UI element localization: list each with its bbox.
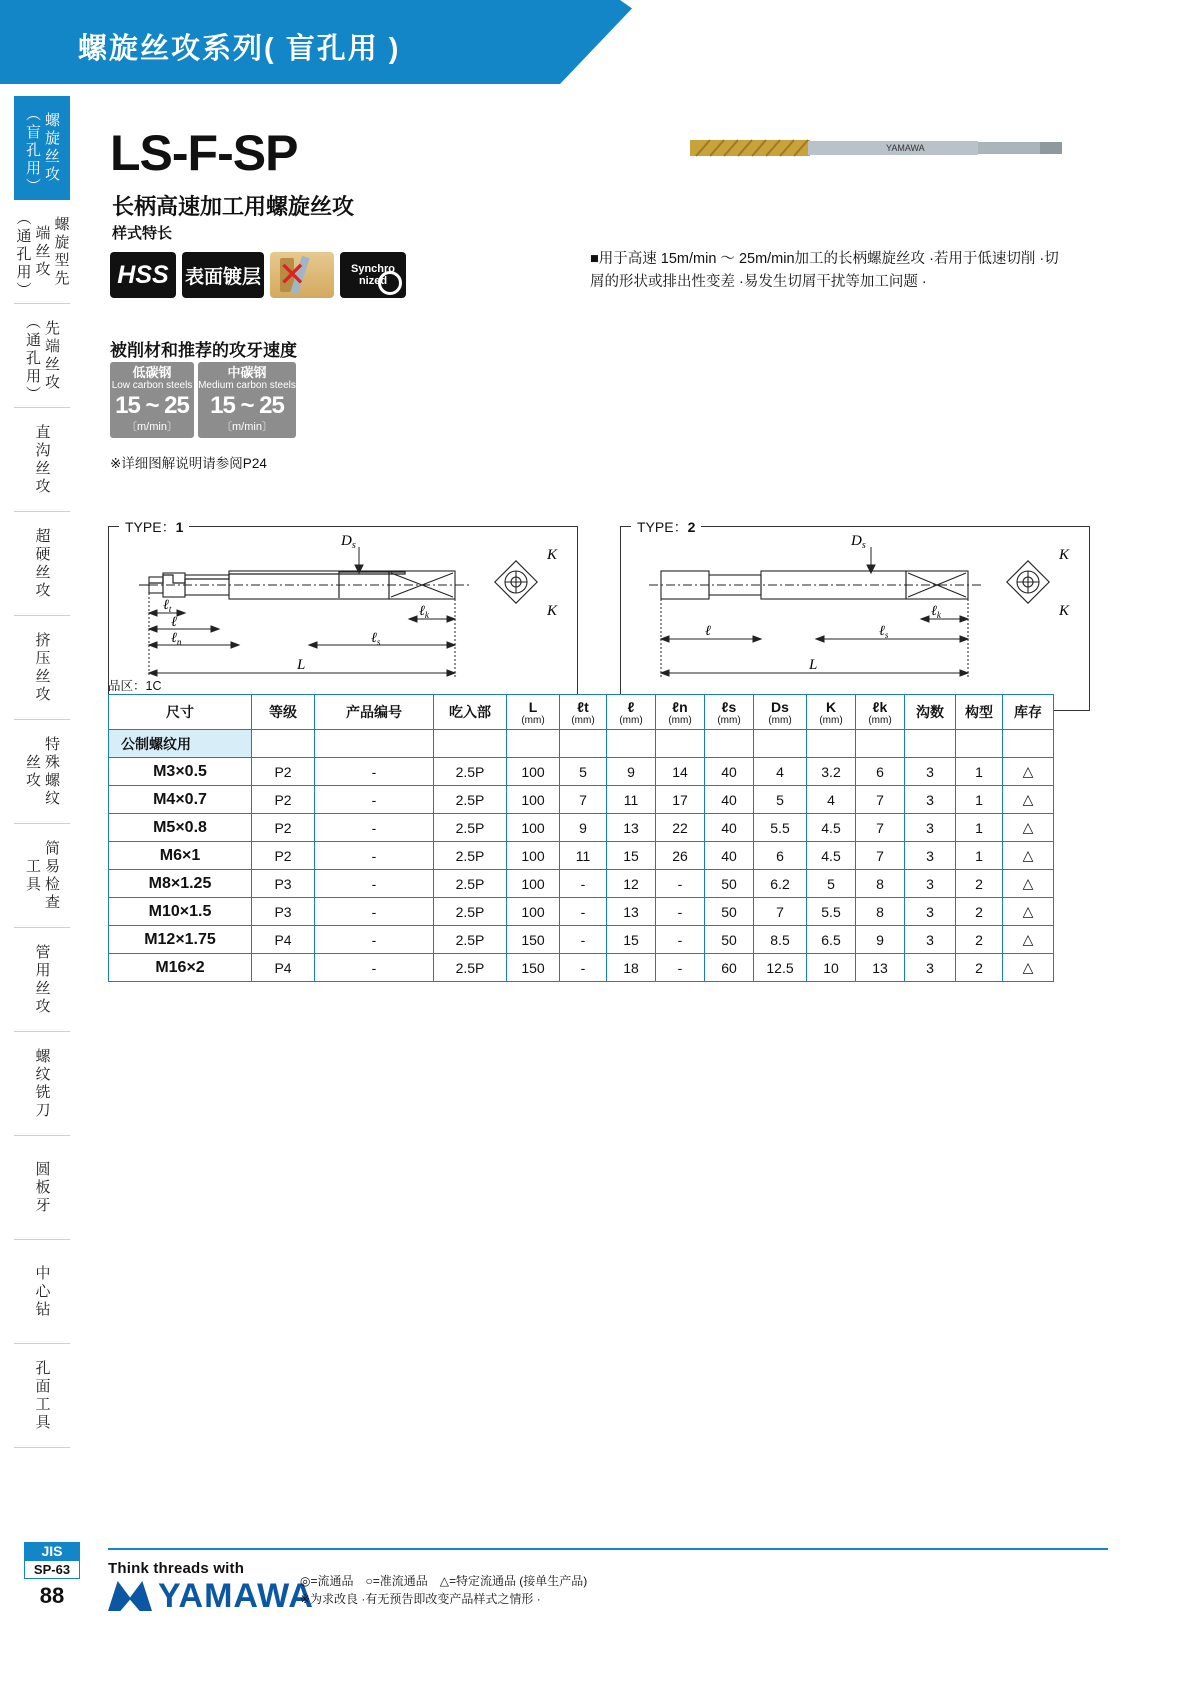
svg-text:YAMAWA: YAMAWA bbox=[886, 143, 925, 153]
synchro-badge bbox=[340, 252, 406, 298]
product-photo bbox=[690, 112, 1070, 182]
coating-badge: 表面镀层 bbox=[182, 252, 264, 298]
material-en: Low carbon steels bbox=[111, 380, 193, 391]
speed-reference-note: ※详细图解说明请参阅P24 bbox=[110, 456, 267, 471]
group-pad bbox=[560, 730, 607, 758]
svg-text:L: L bbox=[809, 657, 818, 673]
rail-item-8[interactable] bbox=[14, 928, 70, 1032]
product-class-note: 品区：1C bbox=[108, 679, 162, 693]
group-pad bbox=[807, 730, 856, 758]
cross-mark-icon: ✕ bbox=[278, 256, 307, 294]
cell-partno: - bbox=[315, 814, 434, 842]
page-number: 88 bbox=[39, 1583, 65, 1608]
cell-size: M3×0.5 bbox=[109, 758, 252, 786]
cell-L: 100 bbox=[507, 814, 560, 842]
footer-notes bbox=[300, 1572, 587, 1608]
svg-text:Ds: $D_s$ bbox=[851, 533, 866, 551]
cell-chamfer: 2.5P bbox=[434, 842, 507, 870]
cell-l: 9 bbox=[607, 758, 656, 786]
cell-size: M10×1.5 bbox=[109, 898, 252, 926]
group-label: 公制螺纹用 bbox=[109, 730, 252, 758]
cell-ls: 40 bbox=[705, 758, 754, 786]
cell-lt: - bbox=[560, 870, 607, 898]
gear-icon bbox=[378, 271, 402, 295]
rail-item-label: 孔面工具 bbox=[33, 1359, 51, 1432]
rail-item-6[interactable] bbox=[14, 720, 70, 824]
th-partno: 产品编号 bbox=[315, 695, 434, 730]
table-row[interactable] bbox=[109, 786, 1054, 814]
cell-chamfer: 2.5P bbox=[434, 898, 507, 926]
blind-hole-not-recommended-icon bbox=[270, 252, 334, 298]
cell-lk: 7 bbox=[856, 786, 905, 814]
group-pad bbox=[705, 730, 754, 758]
rail-item-2[interactable] bbox=[14, 304, 70, 408]
cell-lk: 13 bbox=[856, 954, 905, 982]
th-lt: ℓt (mm) bbox=[560, 695, 607, 730]
rail-item-12[interactable] bbox=[14, 1344, 70, 1448]
page-title: 螺旋丝攻系列( 盲孔用 ) bbox=[78, 33, 401, 65]
cell-flutes: 3 bbox=[905, 786, 956, 814]
svg-text:K: K bbox=[547, 603, 558, 619]
stock-legend: ◎=流通品 ○=准流通品 △=特定流通品 (接单生产品) bbox=[300, 1574, 588, 1588]
svg-text:L: L bbox=[297, 657, 306, 673]
cell-type: 1 bbox=[956, 758, 1003, 786]
cell-size: M12×1.75 bbox=[109, 926, 252, 954]
hss-badge: HSS bbox=[110, 252, 176, 298]
material-en: Medium carbon steels bbox=[198, 380, 296, 391]
svg-text:ℓs: ℓ$_s$ bbox=[371, 631, 381, 647]
th-type: 构型 bbox=[956, 695, 1003, 730]
cell-lk: 9 bbox=[856, 926, 905, 954]
cell-flutes: 3 bbox=[905, 954, 956, 982]
cell-ls: 40 bbox=[705, 786, 754, 814]
cell-ln: 17 bbox=[656, 786, 705, 814]
table-group-row bbox=[109, 730, 1054, 758]
cell-ln: - bbox=[656, 926, 705, 954]
cell-K: 4 bbox=[807, 786, 856, 814]
cell-K: 5.5 bbox=[807, 898, 856, 926]
cell-lt: 11 bbox=[560, 842, 607, 870]
th-L: L (mm) bbox=[507, 695, 560, 730]
cell-size: M8×1.25 bbox=[109, 870, 252, 898]
cell-lk: 8 bbox=[856, 870, 905, 898]
table-row[interactable] bbox=[109, 926, 1054, 954]
cell-partno: - bbox=[315, 954, 434, 982]
svg-text:K: K bbox=[1059, 603, 1070, 619]
synchro-line2: nized bbox=[358, 274, 388, 287]
cell-partno: - bbox=[315, 898, 434, 926]
synchro-line1: Synchro bbox=[350, 262, 395, 275]
product-subtitle: 长柄高速加工用螺旋丝攻 bbox=[112, 194, 355, 219]
cell-L: 100 bbox=[507, 870, 560, 898]
brand-name: YAMAWA bbox=[158, 1577, 314, 1615]
cell-grade: P2 bbox=[252, 814, 315, 842]
rail-item-label: 螺旋型先端丝攻（通孔用） bbox=[14, 210, 70, 300]
cell-type: 2 bbox=[956, 954, 1003, 982]
cell-stock: △ bbox=[1003, 926, 1054, 954]
cell-type: 2 bbox=[956, 870, 1003, 898]
type2-label: TYPE：2 bbox=[631, 517, 701, 537]
speed-badges bbox=[110, 362, 296, 438]
th-stock: 库存 bbox=[1003, 695, 1054, 730]
cell-lt: 7 bbox=[560, 786, 607, 814]
cell-Ds: 5.5 bbox=[754, 814, 807, 842]
cell-Ds: 12.5 bbox=[754, 954, 807, 982]
side-index-rail bbox=[14, 96, 70, 1448]
cell-ln: 14 bbox=[656, 758, 705, 786]
svg-text:ℓk: ℓ$_k$ bbox=[931, 604, 941, 620]
cell-size: M16×2 bbox=[109, 954, 252, 982]
table-row[interactable] bbox=[109, 898, 1054, 926]
speed-unit: 〔m/min〕 bbox=[221, 421, 273, 433]
th-size: 尺寸 bbox=[109, 695, 252, 730]
group-pad bbox=[434, 730, 507, 758]
cell-K: 4.5 bbox=[807, 842, 856, 870]
rail-item-11[interactable] bbox=[14, 1240, 70, 1344]
speed-section-title: 被削材和推荐的攻牙速度 bbox=[110, 341, 297, 360]
cell-type: 2 bbox=[956, 898, 1003, 926]
svg-text:ℓk: ℓ$_k$ bbox=[419, 604, 429, 620]
group-pad bbox=[1003, 730, 1054, 758]
svg-text:ℓ: ℓ bbox=[171, 615, 177, 630]
badge-row bbox=[110, 252, 406, 298]
cell-lk: 7 bbox=[856, 842, 905, 870]
cell-Ds: 8.5 bbox=[754, 926, 807, 954]
cell-lt: 9 bbox=[560, 814, 607, 842]
cell-L: 150 bbox=[507, 954, 560, 982]
cell-ln: 26 bbox=[656, 842, 705, 870]
cell-Ds: 6.2 bbox=[754, 870, 807, 898]
cell-ls: 50 bbox=[705, 926, 754, 954]
cell-ls: 60 bbox=[705, 954, 754, 982]
group-pad bbox=[252, 730, 315, 758]
cell-lk: 6 bbox=[856, 758, 905, 786]
cell-ln: - bbox=[656, 898, 705, 926]
th-ls: ℓs (mm) bbox=[705, 695, 754, 730]
th-lk: ℓk (mm) bbox=[856, 695, 905, 730]
rail-item-label: 直沟丝攻 bbox=[33, 423, 51, 496]
cell-l: 15 bbox=[607, 842, 656, 870]
cell-K: 10 bbox=[807, 954, 856, 982]
cell-l: 13 bbox=[607, 898, 656, 926]
svg-text:ℓn: ℓ$_n$ bbox=[171, 631, 182, 647]
rail-item-0[interactable] bbox=[14, 96, 70, 200]
rail-item-5[interactable] bbox=[14, 616, 70, 720]
rail-item-1[interactable] bbox=[14, 200, 70, 304]
brand-logo bbox=[108, 1560, 314, 1613]
cell-K: 4.5 bbox=[807, 814, 856, 842]
th-flutes: 沟数 bbox=[905, 695, 956, 730]
footer-divider bbox=[108, 1548, 1108, 1550]
jis-badge-block bbox=[24, 1542, 80, 1609]
cell-K: 6.5 bbox=[807, 926, 856, 954]
material-cn: 中碳钢 bbox=[227, 365, 267, 380]
table-header-row bbox=[109, 695, 1054, 730]
cell-ls: 50 bbox=[705, 870, 754, 898]
table-row[interactable] bbox=[109, 954, 1054, 982]
cell-grade: P2 bbox=[252, 842, 315, 870]
rail-item-label: 螺旋丝攻（盲孔用） bbox=[24, 106, 60, 196]
cell-stock: △ bbox=[1003, 870, 1054, 898]
speed-badge-medium-carbon bbox=[198, 362, 296, 438]
cell-grade: P2 bbox=[252, 758, 315, 786]
cell-ln: 22 bbox=[656, 814, 705, 842]
cell-flutes: 3 bbox=[905, 926, 956, 954]
cell-l: 13 bbox=[607, 814, 656, 842]
cell-partno: - bbox=[315, 842, 434, 870]
rail-item-label: 超硬丝攻 bbox=[33, 527, 51, 600]
feature-label: 样式特长 bbox=[112, 225, 173, 242]
rail-item-label: 管用丝攻 bbox=[33, 943, 51, 1016]
rail-item-label: 简易检查工具 bbox=[24, 839, 60, 912]
cell-ls: 50 bbox=[705, 898, 754, 926]
rail-item-label: 特殊螺纹丝攻 bbox=[24, 735, 60, 808]
cell-ln: - bbox=[656, 870, 705, 898]
type1-label: TYPE：1 bbox=[119, 517, 189, 537]
spec-code: SP-63 bbox=[24, 1560, 80, 1579]
cell-chamfer: 2.5P bbox=[434, 758, 507, 786]
cell-flutes: 3 bbox=[905, 758, 956, 786]
cell-chamfer: 2.5P bbox=[434, 954, 507, 982]
svg-text:K: K bbox=[547, 547, 558, 563]
table-row[interactable] bbox=[109, 842, 1054, 870]
cell-lt: - bbox=[560, 898, 607, 926]
cell-type: 2 bbox=[956, 926, 1003, 954]
diagram-type-2 bbox=[620, 519, 1090, 711]
cell-size: M6×1 bbox=[109, 842, 252, 870]
cell-partno: - bbox=[315, 758, 434, 786]
cell-grade: P2 bbox=[252, 786, 315, 814]
th-grade: 等级 bbox=[252, 695, 315, 730]
th-l: ℓ (mm) bbox=[607, 695, 656, 730]
table-row[interactable] bbox=[109, 870, 1054, 898]
th-chamfer: 吃入部 bbox=[434, 695, 507, 730]
cell-L: 100 bbox=[507, 758, 560, 786]
cell-grade: P4 bbox=[252, 954, 315, 982]
group-pad bbox=[507, 730, 560, 758]
group-pad bbox=[315, 730, 434, 758]
table-row[interactable] bbox=[109, 758, 1054, 786]
group-pad bbox=[754, 730, 807, 758]
cell-Ds: 6 bbox=[754, 842, 807, 870]
cell-lk: 8 bbox=[856, 898, 905, 926]
group-pad bbox=[956, 730, 1003, 758]
rail-item-label: 圆板牙 bbox=[33, 1160, 51, 1215]
rail-item-9[interactable] bbox=[14, 1032, 70, 1136]
rail-item-label: 螺纹铣刀 bbox=[33, 1047, 51, 1120]
material-cn: 低碳钢 bbox=[132, 365, 172, 380]
disclaimer: ※为求改良 ·有无预告即改变产品样式之情形 · bbox=[300, 1592, 541, 1606]
cell-partno: - bbox=[315, 786, 434, 814]
cell-type: 1 bbox=[956, 814, 1003, 842]
diagram-type-1 bbox=[108, 519, 578, 711]
cell-ln: - bbox=[656, 954, 705, 982]
speed-value: 15 ~ 25 bbox=[115, 392, 189, 419]
jis-badge: JIS bbox=[24, 1542, 80, 1560]
cell-l: 15 bbox=[607, 926, 656, 954]
cell-size: M4×0.7 bbox=[109, 786, 252, 814]
cell-grade: P4 bbox=[252, 926, 315, 954]
cell-Ds: 7 bbox=[754, 898, 807, 926]
th-Ds: Ds (mm) bbox=[754, 695, 807, 730]
cell-chamfer: 2.5P bbox=[434, 814, 507, 842]
group-pad bbox=[905, 730, 956, 758]
cell-ls: 40 bbox=[705, 814, 754, 842]
spec-table bbox=[108, 694, 1054, 982]
cell-lk: 7 bbox=[856, 814, 905, 842]
yamawa-mark-icon bbox=[108, 1581, 152, 1611]
group-pad bbox=[656, 730, 705, 758]
rail-item-4[interactable] bbox=[14, 512, 70, 616]
product-name: LS-F-SP bbox=[110, 125, 298, 181]
cell-K: 5 bbox=[807, 870, 856, 898]
rail-item-3[interactable] bbox=[14, 408, 70, 512]
cell-flutes: 3 bbox=[905, 814, 956, 842]
cell-partno: - bbox=[315, 926, 434, 954]
rail-item-7[interactable] bbox=[14, 824, 70, 928]
cell-chamfer: 2.5P bbox=[434, 926, 507, 954]
cell-grade: P3 bbox=[252, 898, 315, 926]
cell-stock: △ bbox=[1003, 898, 1054, 926]
table-row[interactable] bbox=[109, 814, 1054, 842]
group-pad bbox=[607, 730, 656, 758]
cell-L: 100 bbox=[507, 786, 560, 814]
cell-L: 100 bbox=[507, 842, 560, 870]
svg-text:ℓs: ℓ$_s$ bbox=[879, 624, 889, 640]
cell-flutes: 3 bbox=[905, 842, 956, 870]
cell-l: 12 bbox=[607, 870, 656, 898]
cell-stock: △ bbox=[1003, 842, 1054, 870]
cell-L: 100 bbox=[507, 898, 560, 926]
speed-badge-low-carbon bbox=[110, 362, 194, 438]
cell-stock: △ bbox=[1003, 786, 1054, 814]
cell-type: 1 bbox=[956, 786, 1003, 814]
cell-ls: 40 bbox=[705, 842, 754, 870]
cell-Ds: 5 bbox=[754, 786, 807, 814]
cell-type: 1 bbox=[956, 842, 1003, 870]
speed-value: 15 ~ 25 bbox=[210, 392, 284, 419]
cell-stock: △ bbox=[1003, 758, 1054, 786]
cell-K: 3.2 bbox=[807, 758, 856, 786]
rail-item-label: 先端丝攻（通孔用） bbox=[24, 314, 60, 404]
rail-item-label: 挤压丝攻 bbox=[33, 631, 51, 704]
svg-text:ℓ: ℓ bbox=[705, 624, 711, 639]
cell-chamfer: 2.5P bbox=[434, 870, 507, 898]
cell-grade: P3 bbox=[252, 870, 315, 898]
cell-size: M5×0.8 bbox=[109, 814, 252, 842]
cell-l: 18 bbox=[607, 954, 656, 982]
rail-item-10[interactable] bbox=[14, 1136, 70, 1240]
cell-L: 150 bbox=[507, 926, 560, 954]
cell-lt: - bbox=[560, 954, 607, 982]
speed-unit: 〔m/min〕 bbox=[126, 421, 178, 433]
rail-item-label: 中心钻 bbox=[33, 1264, 51, 1319]
header-corner-cut bbox=[560, 0, 1200, 84]
th-K: K (mm) bbox=[807, 695, 856, 730]
svg-text:ℓt: ℓ$_t$ bbox=[163, 598, 172, 614]
group-pad bbox=[856, 730, 905, 758]
page-header bbox=[0, 0, 1200, 84]
cell-chamfer: 2.5P bbox=[434, 786, 507, 814]
cell-Ds: 4 bbox=[754, 758, 807, 786]
svg-text:Ds: $D_s$ bbox=[341, 533, 356, 551]
cell-stock: △ bbox=[1003, 814, 1054, 842]
th-ln: ℓn (mm) bbox=[656, 695, 705, 730]
cell-l: 11 bbox=[607, 786, 656, 814]
cell-stock: △ bbox=[1003, 954, 1054, 982]
cell-lt: 5 bbox=[560, 758, 607, 786]
svg-text:K: K bbox=[1059, 547, 1070, 563]
brand-tagline: Think threads with bbox=[108, 1560, 245, 1577]
cell-flutes: 3 bbox=[905, 870, 956, 898]
product-note: ■用于高速 15m/min ～ 25m/min加工的长柄螺旋丝攻 ·若用于低速切削 ·切屑的形状或排出性变差 ·易发生切屑干扰等加工问题 · bbox=[590, 251, 1059, 290]
cell-lt: - bbox=[560, 926, 607, 954]
cell-partno: - bbox=[315, 870, 434, 898]
cell-flutes: 3 bbox=[905, 898, 956, 926]
